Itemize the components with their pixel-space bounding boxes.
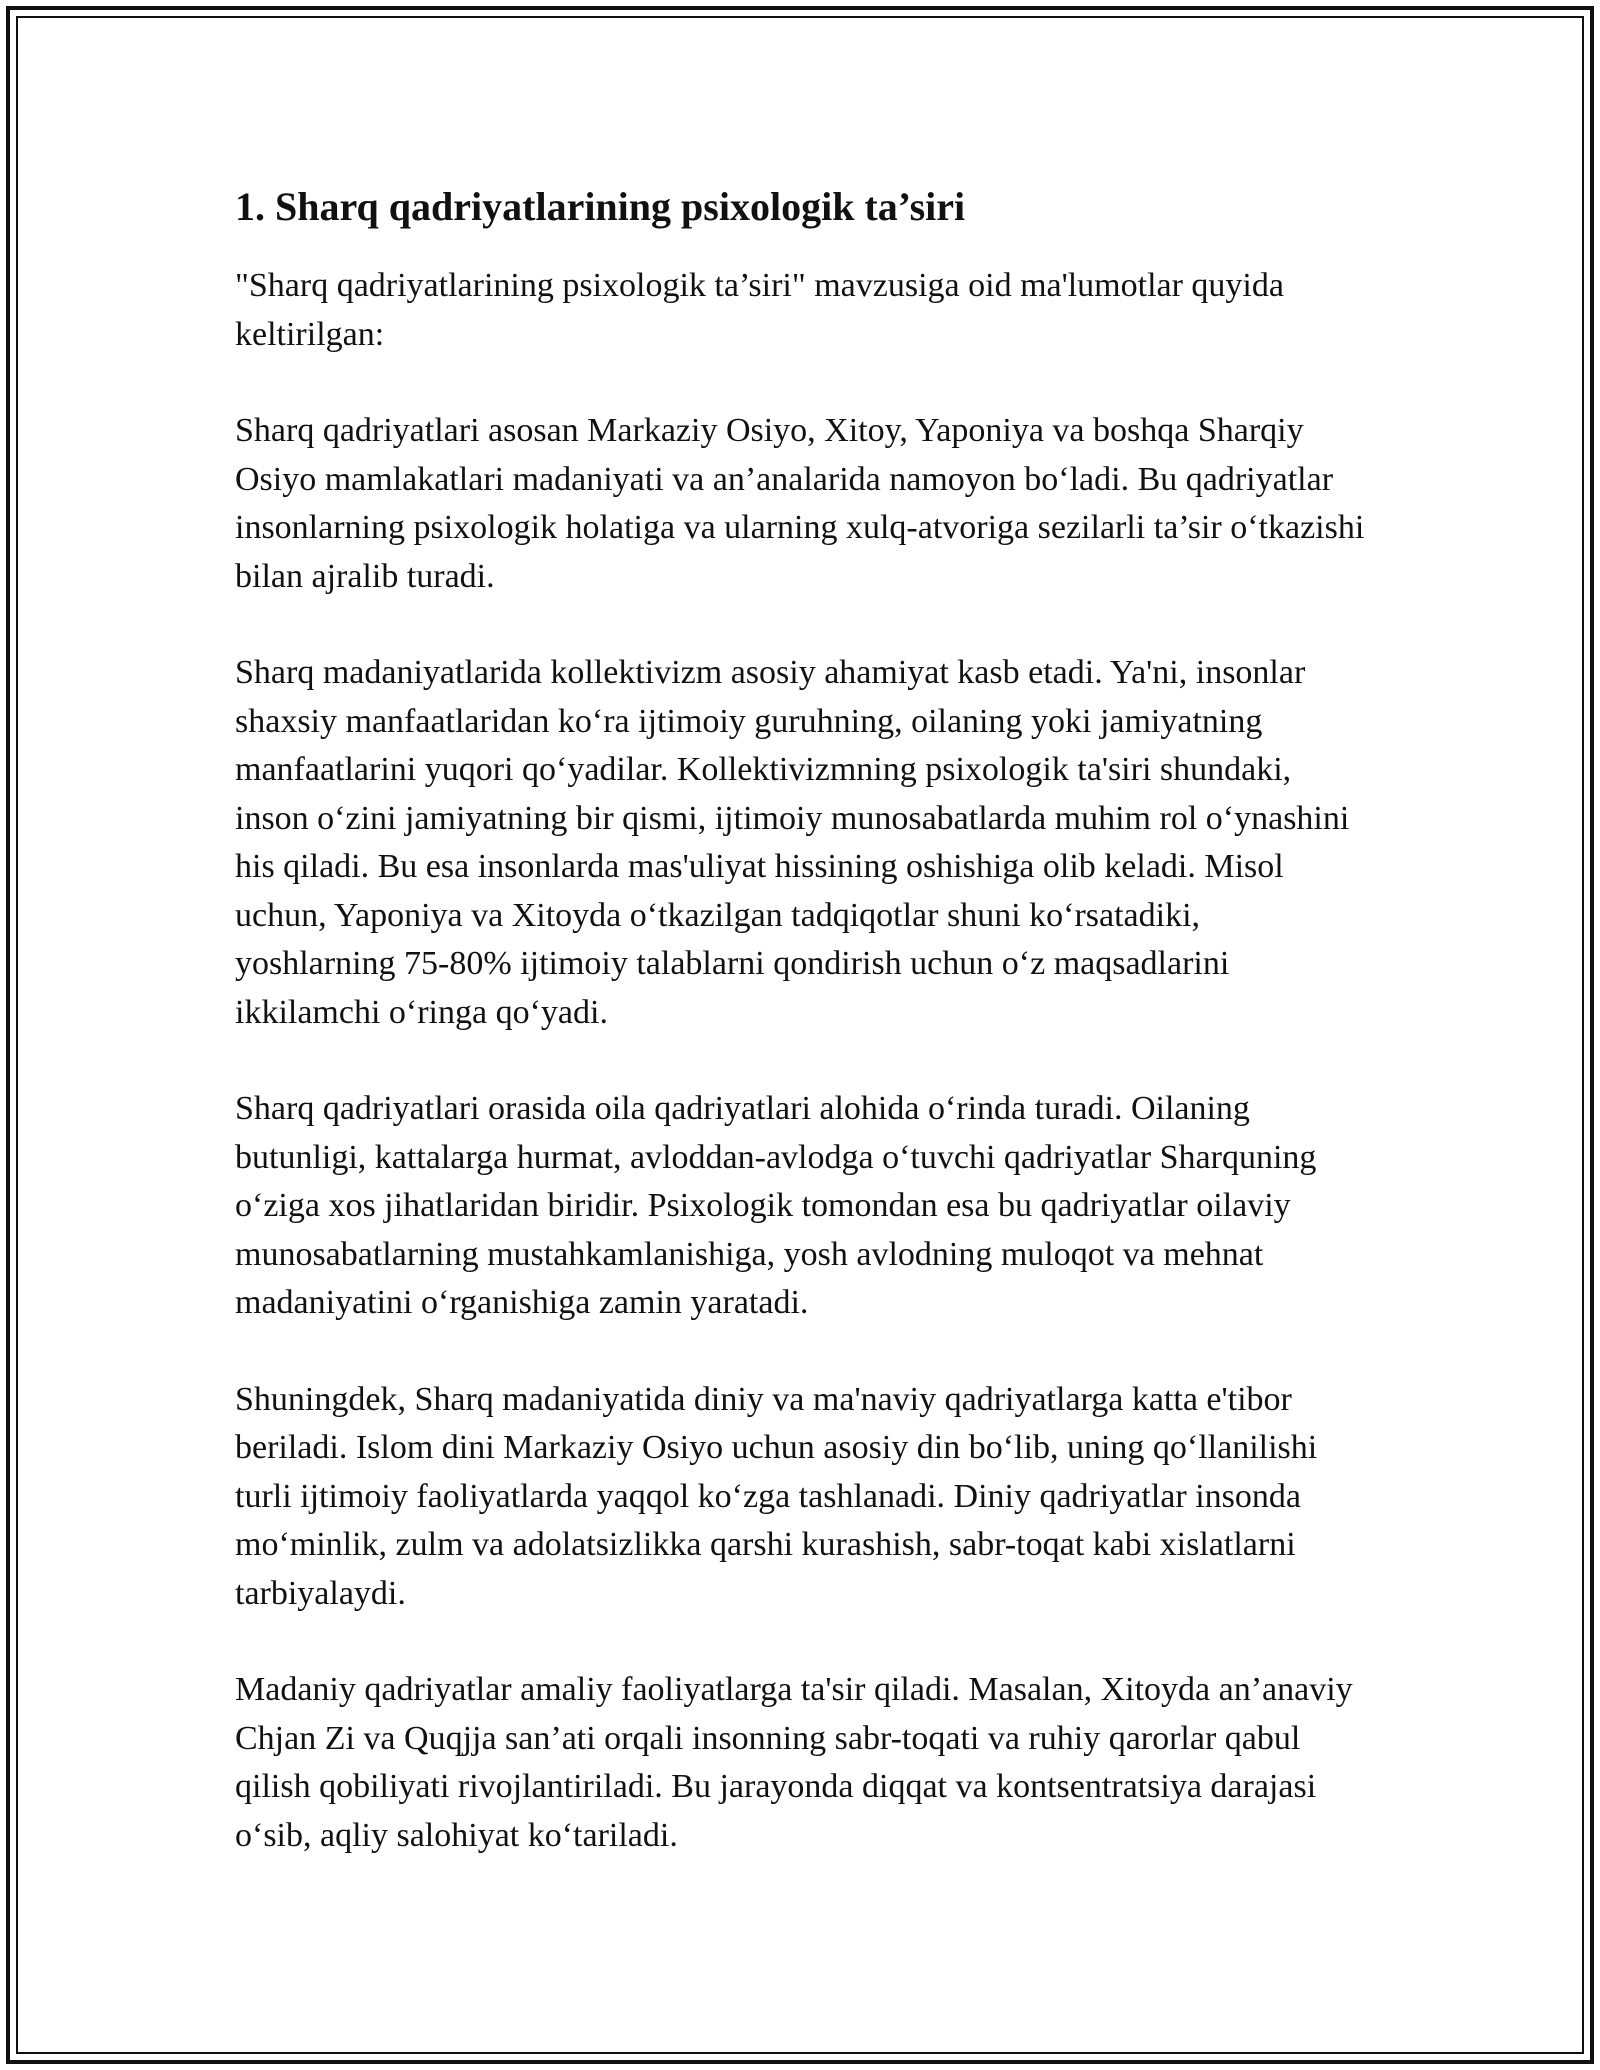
intro-paragraph: "Sharq qadriyatlarining psixologik ta’siri" mavzusiga oid ma'lumotlar quyida keltirilgan:: [235, 267, 1284, 353]
paragraph-eastern-values: Sharq qadriyatlari asosan Markaziy Osiyo, Xitoy, Yaponiya va boshqa Sharqiy Osiyo mamlakatlari madaniyati va an’analarida namoyon bo‘ladi. Bu qadriyatlar insonlarning psixologik holatiga va ularning xulq-atvoriga sezilarli ta’sir o‘tkazishi bilan ajralib turadi.: [235, 412, 1365, 595]
paragraph-religious-values: Shuningdek, Sharq madaniyatida diniy va ma'naviy qadriyatlarga katta e'tibor beriladi. Islom dini Markaziy Osiyo uchun asosiy din bo‘lib, uning qo‘llanilishi turli ijtimoiy faoliyatlarda yaqqol ko‘zga tashlanadi. Diniy qadriyatlar insonda mo‘minlik, zulm va adolatsizlikka qarshi kurashish, sabr-toqat kabi xislatlarni tarbiyalaydi.: [235, 1380, 1318, 1612]
paragraph-cultural-values: Madaniy qadriyatlar amaliy faoliyatlarga ta'sir qiladi. Masalan, Xitoyda an’anaviy Chjan Zi va Quqjja san’ati orqali insonning sabr-toqati va ruhiy qarorlar qabul qilish qobiliyati rivojlantiriladi. Bu jarayonda diqqat va kontsentratsiya darajasi o‘sib, aqliy salohiyat ko‘tariladi.: [235, 1671, 1353, 1854]
paragraph-collectivism: Sharq madaniyatlarida kollektivizm asosiy ahamiyat kasb etadi. Ya'ni, insonlar shaxsiy manfaatlaridan ko‘ra ijtimoiy guruhning, oilaning yoki jamiyatning manfaatlarini yuqori qo‘yadilar. Kollektivizmning psixologik ta'siri shundaki, inson o‘zini jamiyatning bir qismi, ijtimoiy munosabatlarda muhim rol o‘ynashini his qiladi. Bu esa insonlarda mas'uliyat hissining oshishiga olib keladi. Misol uchun, Yaponiya va Xitoyda o‘tkazilgan tadqiqotlar shuni ko‘rsatadiki, yoshlarning 75-80% ijtimoiy talablarni qondirish uchun o‘z maqsadlarini ikkilamchi o‘ringa qo‘yadi.: [235, 654, 1350, 1031]
document-body: [235, 182, 1365, 1908]
section-heading: 1. Sharq qadriyatlarining psixologik ta’siri: [235, 184, 966, 229]
paragraph-family-values: Sharq qadriyatlari orasida oila qadriyatlari alohida o‘rinda turadi. Oilaning butunligi, kattalarga hurmat, avloddan-avlodga o‘tuvchi qadriyatlar Sharquning o‘ziga xos jihatlaridan biridir. Psixologik tomondan esa bu qadriyatlar oilaviy munosabatlarning mustahkamlanishiga, yosh avlodning muloqot va mehnat madaniyatini o‘rganishiga zamin yaratadi.: [235, 1090, 1317, 1321]
